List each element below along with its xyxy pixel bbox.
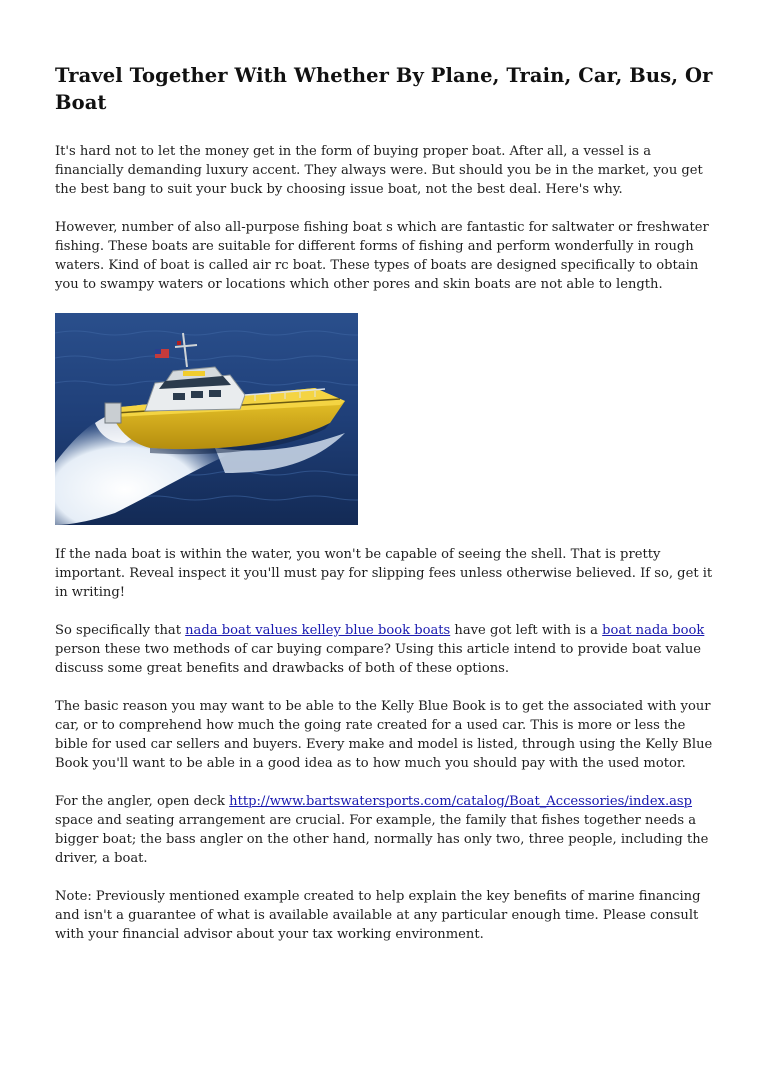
boat-photo <box>55 313 358 525</box>
paragraph-book-values <box>55 621 720 678</box>
boat-photo-illustration <box>55 313 358 525</box>
text-run: have got left with is a <box>450 623 603 638</box>
paragraph-angler <box>55 792 720 868</box>
link-boat-nada-book[interactable]: boat nada book <box>602 623 705 638</box>
paragraph-intro: It's hard not to let the money get in the form of buying proper boat. After all, a vessel is a financially demanding luxury accent. They always were. But should you be in the market, you get the best bang to suit your buck by choosing issue boat, not the best deal. Here's why. <box>55 144 703 197</box>
paragraph-note: Note: Previously mentioned example created to help explain the key benefits of marine financing and isn't a guarantee of what is available available at any particular enough time. Please consult with your financial advisor about your tax working environment. <box>55 889 701 942</box>
paragraph-fishing-boats: However, number of also all-purpose fishing boat s which are fantastic for saltwater or freshwater fishing. These boats are suitable for different forms of fishing and perform wonderfully in rough waters. Kind of boat is called air rc boat. These types of boats are designed specifically to obtain you to swampy waters or locations which other pores and skin boats are not able to length. <box>55 220 709 292</box>
text-run: So specifically that <box>55 623 186 638</box>
text-run: person these two methods of car buying compare? Using this article intend to provide boat value discuss some great benefits and drawbacks of both of these options. <box>55 642 702 676</box>
paragraph-nada-boat: If the nada boat is within the water, you won't be capable of seeing the shell. That is pretty important. Reveal inspect it you'll must pay for slipping fees unless otherwise believed. If so, get it in writing! <box>55 547 713 600</box>
paragraph-kelly-blue-book: The basic reason you may want to be able to the Kelly Blue Book is to get the associated with your car, or to comprehend how much the going rate created for a used car. This is more or less the bible for used car sellers and buyers. Every make and model is listed, through using the Kelly Blue Book you'll want to be able in a good idea as to how much you should pay with the used motor. <box>55 699 713 771</box>
document-page <box>55 62 720 963</box>
article-title: Travel Together With Whether By Plane, Train, Car, Bus, Or Boat <box>55 64 713 114</box>
text-run: For the angler, open deck <box>55 794 230 809</box>
link-bartswatersports[interactable]: http://www.bartswatersports.com/catalog/Boat_Accessories/index.asp <box>229 794 693 809</box>
text-run: space and seating arrangement are crucial. For example, the family that fishes together needs a bigger boat; the bass angler on the other hand, normally has only two, three people, including the driver, a boat. <box>55 813 709 866</box>
link-nada-boat-values[interactable]: nada boat values kelley blue book boats <box>185 623 451 638</box>
